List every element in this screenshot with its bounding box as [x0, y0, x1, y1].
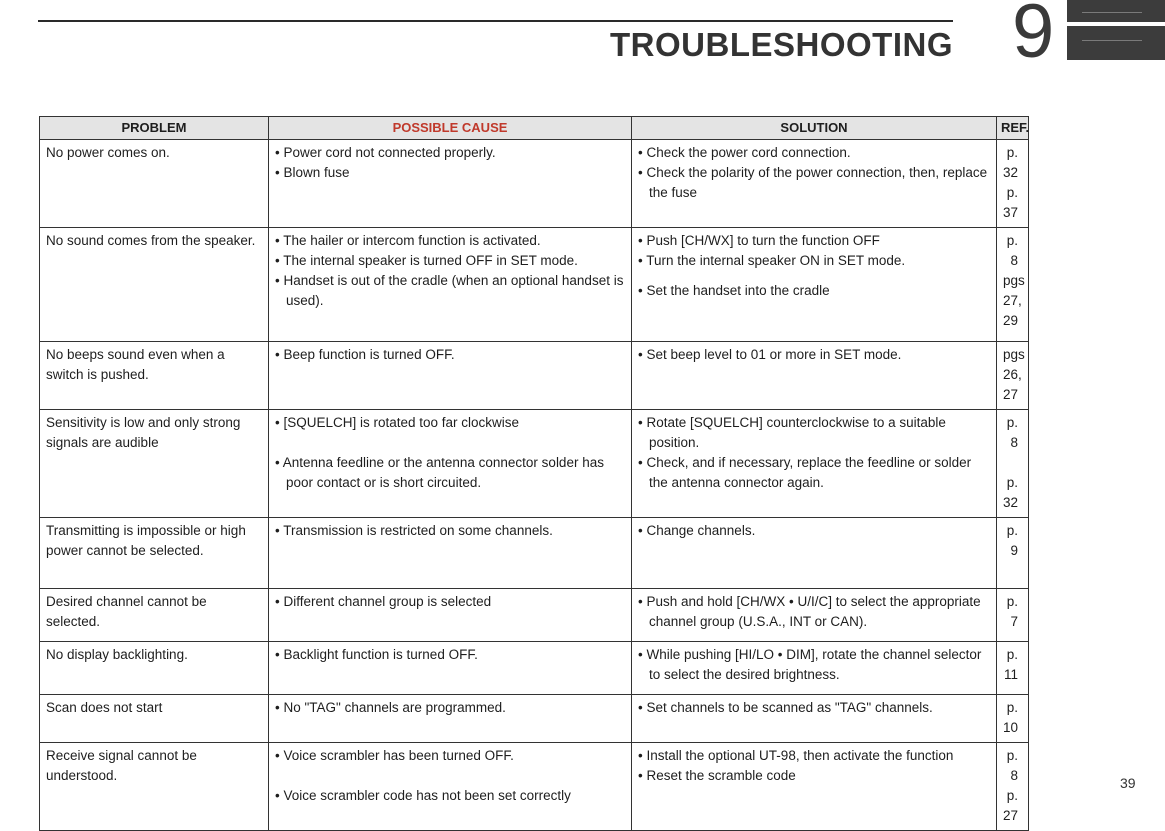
solution-cell	[632, 410, 997, 518]
page-number: 39	[1120, 775, 1136, 791]
problem-cell: Sensitivity is low and only strong signals are audible	[40, 410, 269, 518]
solution-cell	[632, 518, 997, 589]
solution-cell	[632, 342, 997, 410]
problem-cell: No beeps sound even when a switch is pushed.	[40, 342, 269, 410]
table-row	[40, 342, 1029, 410]
solution-cell	[632, 743, 997, 831]
table-row	[40, 228, 1029, 342]
ref-item: p. 9	[1006, 523, 1018, 558]
ref-item: p. 37	[1003, 185, 1019, 220]
cause-cell	[269, 342, 632, 410]
ref-cell	[997, 589, 1029, 642]
solution-item: • Set beep level to 01 or more in SET mode.	[638, 345, 990, 365]
problem-header: PROBLEM	[40, 117, 269, 140]
solution-cell	[632, 228, 997, 342]
tab-line	[1082, 12, 1142, 13]
table-row	[40, 140, 1029, 228]
ref-item: 27, 29	[1003, 293, 1022, 328]
tab-line	[1082, 40, 1142, 41]
cause-item: • The hailer or intercom function is activated.	[275, 231, 625, 251]
cause-item: • Backlight function is turned OFF.	[275, 645, 625, 665]
page-title: TROUBLESHOOTING	[610, 26, 953, 63]
header-rule	[38, 20, 953, 22]
cause-header: POSSIBLE CAUSE	[269, 117, 632, 140]
cause-item: • Power cord not connected properly.	[275, 143, 625, 163]
problem-cell: Transmitting is impossible or high power cannot be selected.	[40, 518, 269, 589]
solution-item: • Push and hold [CH/WX • U/I/C] to select the appropriate channel group (U.S.A., INT or CAN).	[638, 592, 990, 632]
table-row	[40, 743, 1029, 831]
ref-item: p. 8	[1006, 233, 1018, 268]
solution-item: • Install the optional UT-98, then activate the function	[638, 746, 990, 766]
ref-cell	[997, 140, 1029, 228]
ref-item: p. 8	[1006, 748, 1018, 783]
cause-cell	[269, 695, 632, 743]
table-row	[40, 410, 1029, 518]
ref-item: p. 10	[1003, 700, 1019, 735]
ref-cell	[997, 228, 1029, 342]
problem-cell: No display backlighting.	[40, 642, 269, 695]
solution-item: • Reset the scramble code	[638, 766, 990, 786]
solution-item: • Rotate [SQUELCH] counterclockwise to a suitable position.	[638, 413, 990, 453]
cause-cell	[269, 140, 632, 228]
solution-header: SOLUTION	[632, 117, 997, 140]
ref-item: p. 32	[1003, 475, 1019, 510]
ref-item: pgs	[1003, 347, 1025, 362]
solution-cell	[632, 140, 997, 228]
ref-item: p. 32	[1003, 145, 1019, 180]
problem-cell: Receive signal cannot be understood.	[40, 743, 269, 831]
troubleshooting-table	[39, 116, 1029, 831]
table-row	[40, 642, 1029, 695]
table-header-row	[40, 117, 1029, 140]
cause-item: • Voice scrambler has been turned OFF.	[275, 746, 625, 766]
ref-cell	[997, 410, 1029, 518]
table-row	[40, 518, 1029, 589]
problem-cell: Scan does not start	[40, 695, 269, 743]
cause-item: • Beep function is turned OFF.	[275, 345, 625, 365]
solution-cell	[632, 695, 997, 743]
ref-header: REF.	[997, 117, 1029, 140]
problem-cell: No sound comes from the speaker.	[40, 228, 269, 342]
ref-item: p. 27	[1003, 788, 1019, 823]
table-row	[40, 589, 1029, 642]
cause-item: • Antenna feedline or the antenna connector solder has poor contact or is short circuited.	[275, 453, 625, 493]
cause-item: • Different channel group is selected	[275, 592, 625, 612]
cause-item: • The internal speaker is turned OFF in SET mode.	[275, 251, 625, 271]
chapter-tab-top	[1067, 0, 1165, 22]
table-row	[40, 695, 1029, 743]
cause-item: • No "TAG" channels are programmed.	[275, 698, 625, 718]
solution-item: • Check the polarity of the power connection, then, replace the fuse	[638, 163, 990, 203]
solution-item: • Set the handset into the cradle	[638, 281, 990, 301]
solution-item: • Set channels to be scanned as "TAG" channels.	[638, 698, 990, 718]
problem-cell: Desired channel cannot be selected.	[40, 589, 269, 642]
chapter-number: 9	[1012, 0, 1055, 74]
solution-item: • Push [CH/WX] to turn the function OFF	[638, 231, 990, 251]
ref-cell	[997, 695, 1029, 743]
solution-item: • Turn the internal speaker ON in SET mode.	[638, 251, 990, 271]
solution-item: • Check, and if necessary, replace the feedline or solder the antenna connector again.	[638, 453, 990, 493]
cause-cell	[269, 642, 632, 695]
solution-cell	[632, 589, 997, 642]
ref-item: pgs	[1003, 273, 1025, 288]
solution-item: • Check the power cord connection.	[638, 143, 990, 163]
ref-cell	[997, 342, 1029, 410]
ref-item: 26, 27	[1003, 367, 1022, 402]
ref-cell	[997, 642, 1029, 695]
ref-item: p. 7	[1006, 594, 1018, 629]
cause-item: • Handset is out of the cradle (when an optional handset is used).	[275, 271, 625, 311]
ref-cell	[997, 518, 1029, 589]
cause-cell	[269, 743, 632, 831]
cause-item: • [SQUELCH] is rotated too far clockwise	[275, 413, 625, 433]
ref-item: p. 11	[1003, 647, 1018, 682]
problem-cell: No power comes on.	[40, 140, 269, 228]
cause-item: • Transmission is restricted on some channels.	[275, 521, 625, 541]
solution-item: • While pushing [HI/LO • DIM], rotate the channel selector to select the desired brightness.	[638, 645, 990, 685]
cause-item: • Blown fuse	[275, 163, 625, 183]
chapter-tab	[1067, 26, 1165, 60]
ref-cell	[997, 743, 1029, 831]
cause-item: • Voice scrambler code has not been set correctly	[275, 786, 625, 806]
cause-cell	[269, 410, 632, 518]
solution-item: • Change channels.	[638, 521, 990, 541]
ref-item: p. 8	[1006, 415, 1018, 450]
cause-cell	[269, 589, 632, 642]
cause-cell	[269, 518, 632, 589]
cause-cell	[269, 228, 632, 342]
solution-cell	[632, 642, 997, 695]
